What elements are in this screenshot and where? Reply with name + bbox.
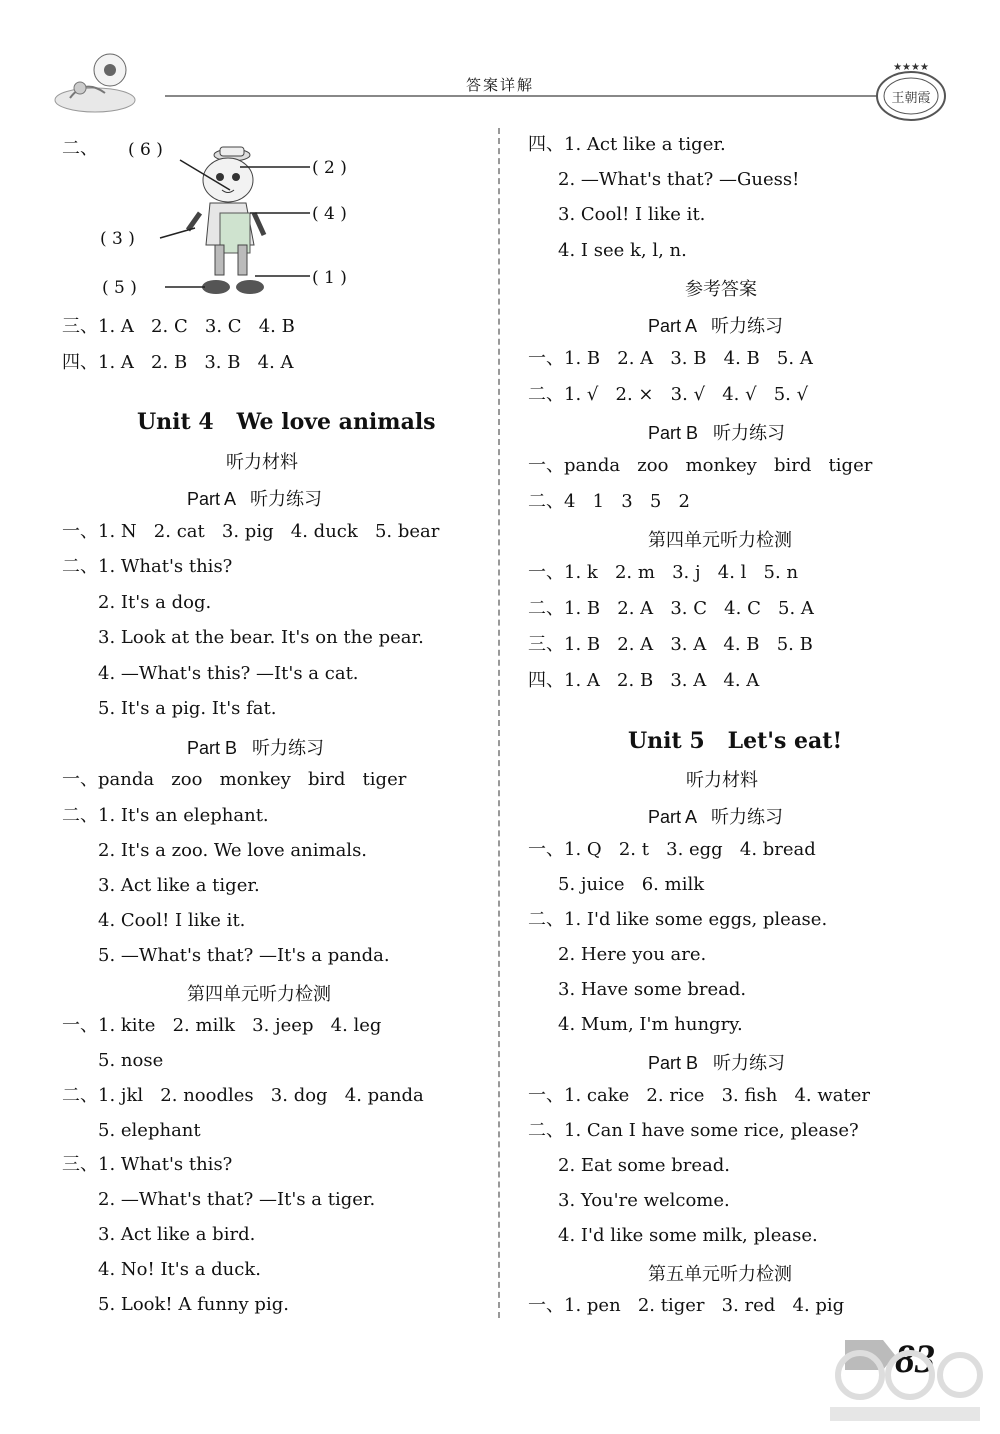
answer-line: 一、1. Q 2. t 3. egg 4. bread — [528, 839, 816, 860]
answer-line: 二、1. jkl 2. noodles 3. dog 4. panda — [62, 1085, 424, 1106]
section-heading: Part B 听力练习 — [187, 738, 325, 758]
section-heading: Part B 听力练习 — [648, 1053, 786, 1073]
answer-line: 二、1. B 2. A 3. C 4. C 5. A — [528, 598, 814, 619]
publisher-seal-icon — [872, 60, 950, 124]
answer-line: 一、1. k 2. m 3. j 4. l 5. n — [528, 562, 799, 583]
mascot-label-6: ( 6 ) — [128, 140, 163, 160]
column-divider — [498, 128, 500, 1318]
section-er-label: 二、 — [62, 138, 98, 159]
answer-line: 5. It's a pig. It's fat. — [98, 698, 277, 719]
answer-line: 3. Act like a bird. — [98, 1224, 256, 1245]
page-number: 83 — [895, 1336, 935, 1381]
answer-line: 4. Cool! I like it. — [98, 910, 246, 931]
watermark-logo-icon — [820, 1345, 985, 1425]
answer-line: 2. It's a dog. — [98, 592, 212, 613]
answer-line: 5. Look! A funny pig. — [98, 1294, 289, 1315]
answer-line: 5. elephant — [98, 1120, 201, 1141]
section-heading: Part A 听力练习 — [648, 807, 784, 827]
answers-heading: 参考答案 — [685, 279, 757, 299]
section-heading: Part B 听力练习 — [648, 423, 786, 443]
answer-line: 一、1. B 2. A 3. B 4. B 5. A — [528, 348, 813, 369]
answer-line: 2. Here you are. — [558, 944, 707, 965]
answer-line: 3. You're welcome. — [558, 1190, 730, 1211]
answer-line: 二、1. It's an elephant. — [62, 805, 269, 826]
answer-line: 三、1. What's this? — [62, 1154, 233, 1175]
svg-text:王朝霞: 王朝霞 — [891, 91, 931, 106]
answer-line: 4. I see k, l, n. — [558, 240, 687, 261]
section-heading: 听力材料 — [226, 452, 298, 472]
answer-line: 3. Look at the bear. It's on the pear. — [98, 627, 424, 648]
answer-line: 四、1. A 2. B 3. B 4. A — [62, 352, 294, 373]
answer-line: 三、1. A 2. C 3. C 4. B — [62, 316, 295, 337]
answer-line: 4. I'd like some milk, please. — [558, 1225, 818, 1246]
svg-text:★★★★: ★★★★ — [893, 62, 929, 73]
section-heading: 听力材料 — [686, 770, 758, 790]
answer-line: 四、1. Act like a tiger. — [528, 134, 726, 155]
page-header-title: 答案详解 — [465, 76, 534, 94]
answer-line: 4. Mum, I'm hungry. — [558, 1014, 743, 1035]
answer-line: 一、1. pen 2. tiger 3. red 4. pig — [528, 1295, 845, 1316]
section-heading: Part A 听力练习 — [187, 489, 323, 509]
answer-line: 3. Have some bread. — [558, 979, 747, 1000]
answer-line: 3. Act like a tiger. — [98, 875, 260, 896]
mascot-label-1: ( 1 ) — [312, 268, 347, 288]
answer-line: 二、1. What's this? — [62, 556, 233, 577]
answer-line: 2. Eat some bread. — [558, 1155, 730, 1176]
mascot-label-4: ( 4 ) — [312, 204, 347, 224]
answer-line: 二、1. √ 2. × 3. √ 4. √ 5. √ — [528, 384, 809, 405]
answer-line: 二、4 1 3 5 2 — [528, 491, 690, 512]
answer-line: 二、1. Can I have some rice, please? — [528, 1120, 859, 1141]
answer-line: 一、1. cake 2. rice 3. fish 4. water — [528, 1085, 871, 1106]
mascot-label-3: ( 3 ) — [100, 229, 135, 249]
answer-line: 3. Cool! I like it. — [558, 204, 706, 225]
section-heading: 第四单元听力检测 — [648, 530, 792, 550]
answer-line: 4. —What's this? —It's a cat. — [98, 663, 359, 684]
answer-line: 2. —What's that? —It's a tiger. — [98, 1189, 376, 1210]
answer-line: 一、1. N 2. cat 3. pig 4. duck 5. bear — [62, 521, 440, 542]
header-rule — [165, 95, 880, 97]
answer-line: 一、panda zoo monkey bird tiger — [62, 769, 407, 790]
unit-4-title: Unit 4 We love animals — [137, 409, 436, 435]
unit-5-title: Unit 5 Let's eat! — [628, 728, 843, 754]
answer-line: 5. —What's that? —It's a panda. — [98, 945, 390, 966]
answer-line: 一、panda zoo monkey bird tiger — [528, 455, 873, 476]
answer-line: 二、1. I'd like some eggs, please. — [528, 909, 828, 930]
answer-line: 2. —What's that? —Guess! — [558, 169, 800, 190]
answer-line: 三、1. B 2. A 3. A 4. B 5. B — [528, 634, 813, 655]
answer-line: 四、1. A 2. B 3. A 4. A — [528, 670, 760, 691]
answer-line: 一、1. kite 2. milk 3. jeep 4. leg — [62, 1015, 382, 1036]
section-heading: 第四单元听力检测 — [187, 984, 331, 1004]
mascot-label-5: ( 5 ) — [102, 278, 137, 298]
mascot-label-2: ( 2 ) — [312, 158, 347, 178]
answer-line: 2. It's a zoo. We love animals. — [98, 840, 368, 861]
section-heading: Part A 听力练习 — [648, 316, 784, 336]
answer-line: 5. juice 6. milk — [558, 874, 705, 895]
section-heading: 第五单元听力检测 — [648, 1264, 792, 1284]
answer-line: 4. No! It's a duck. — [98, 1259, 261, 1280]
answer-line: 5. nose — [98, 1050, 164, 1071]
